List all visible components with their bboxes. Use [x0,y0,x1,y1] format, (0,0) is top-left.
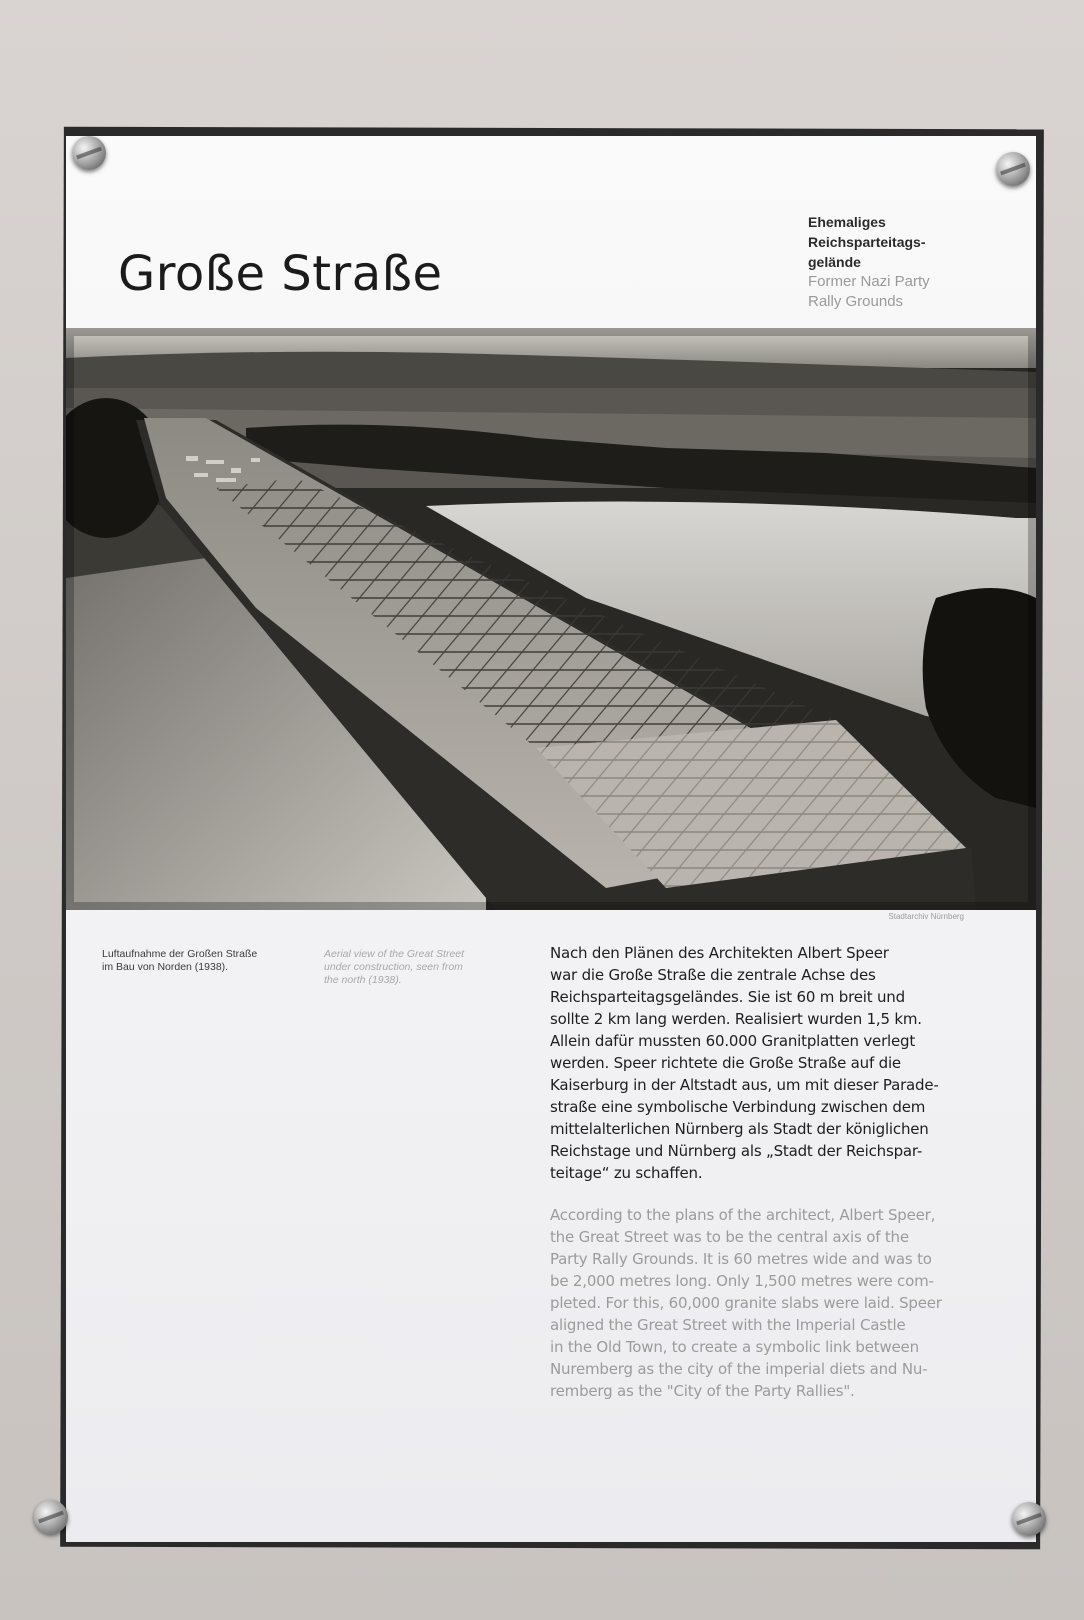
site-label-english: Former Nazi Party Rally Grounds [808,273,930,310]
screw-icon [34,1500,68,1534]
screw-icon [996,152,1030,186]
sign-title: Große Straße [118,246,443,302]
body-text-english: According to the plans of the architect, Albert Speer, the Great Street was to be the central axis of the Party Rally Grounds. It is 60 metres wide and was to be 2,000 metres long. Only 1,500 metres were com- pleted. For this, 60,000 granite slabs were laid. Speer aligned the Great Street with the Imperial Castle in the Old Town, to create a symbolic link between Nuremberg as the city of the imperial diets and Nu- remberg as the "City of the Party Rallies". [550,1206,942,1400]
information-sign [66,136,1036,1542]
aerial-photo [66,328,1036,910]
screw-icon [72,136,106,170]
site-label [808,212,1008,312]
caption-german: Luftaufnahme der Großen Straße im Bau von Norden (1938). [102,948,258,973]
caption-english: Aerial view of the Great Street under construction, seen from the north (1938). [324,948,465,986]
photo-credit: Stadtarchiv Nürnberg [888,912,964,921]
screw-icon [1012,1502,1046,1536]
body-text-german: Nach den Plänen des Architekten Albert Speer war die Große Straße die zentrale Achse des Reichsparteitagsgeländes. Sie ist 60 m breit und sollte 2 km lang werden. Realisiert wurden 1,5 km. Allein dafür mussten 60.000 Granitplatten verlegt werden. Speer richtete die Große Straße auf die Kaiserburg in der Altstadt aus, um mit dieser Parade- straße eine symbolische Verbindung zwischen dem mittelalterlichen Nürnberg als Stadt der königlichen Reichstage und Nürnberg als „Stadt der Reichspar- teitage“ zu schaffen. [550,944,939,1182]
site-label-german: Ehemaliges Reichsparteitags- gelände [808,214,926,270]
